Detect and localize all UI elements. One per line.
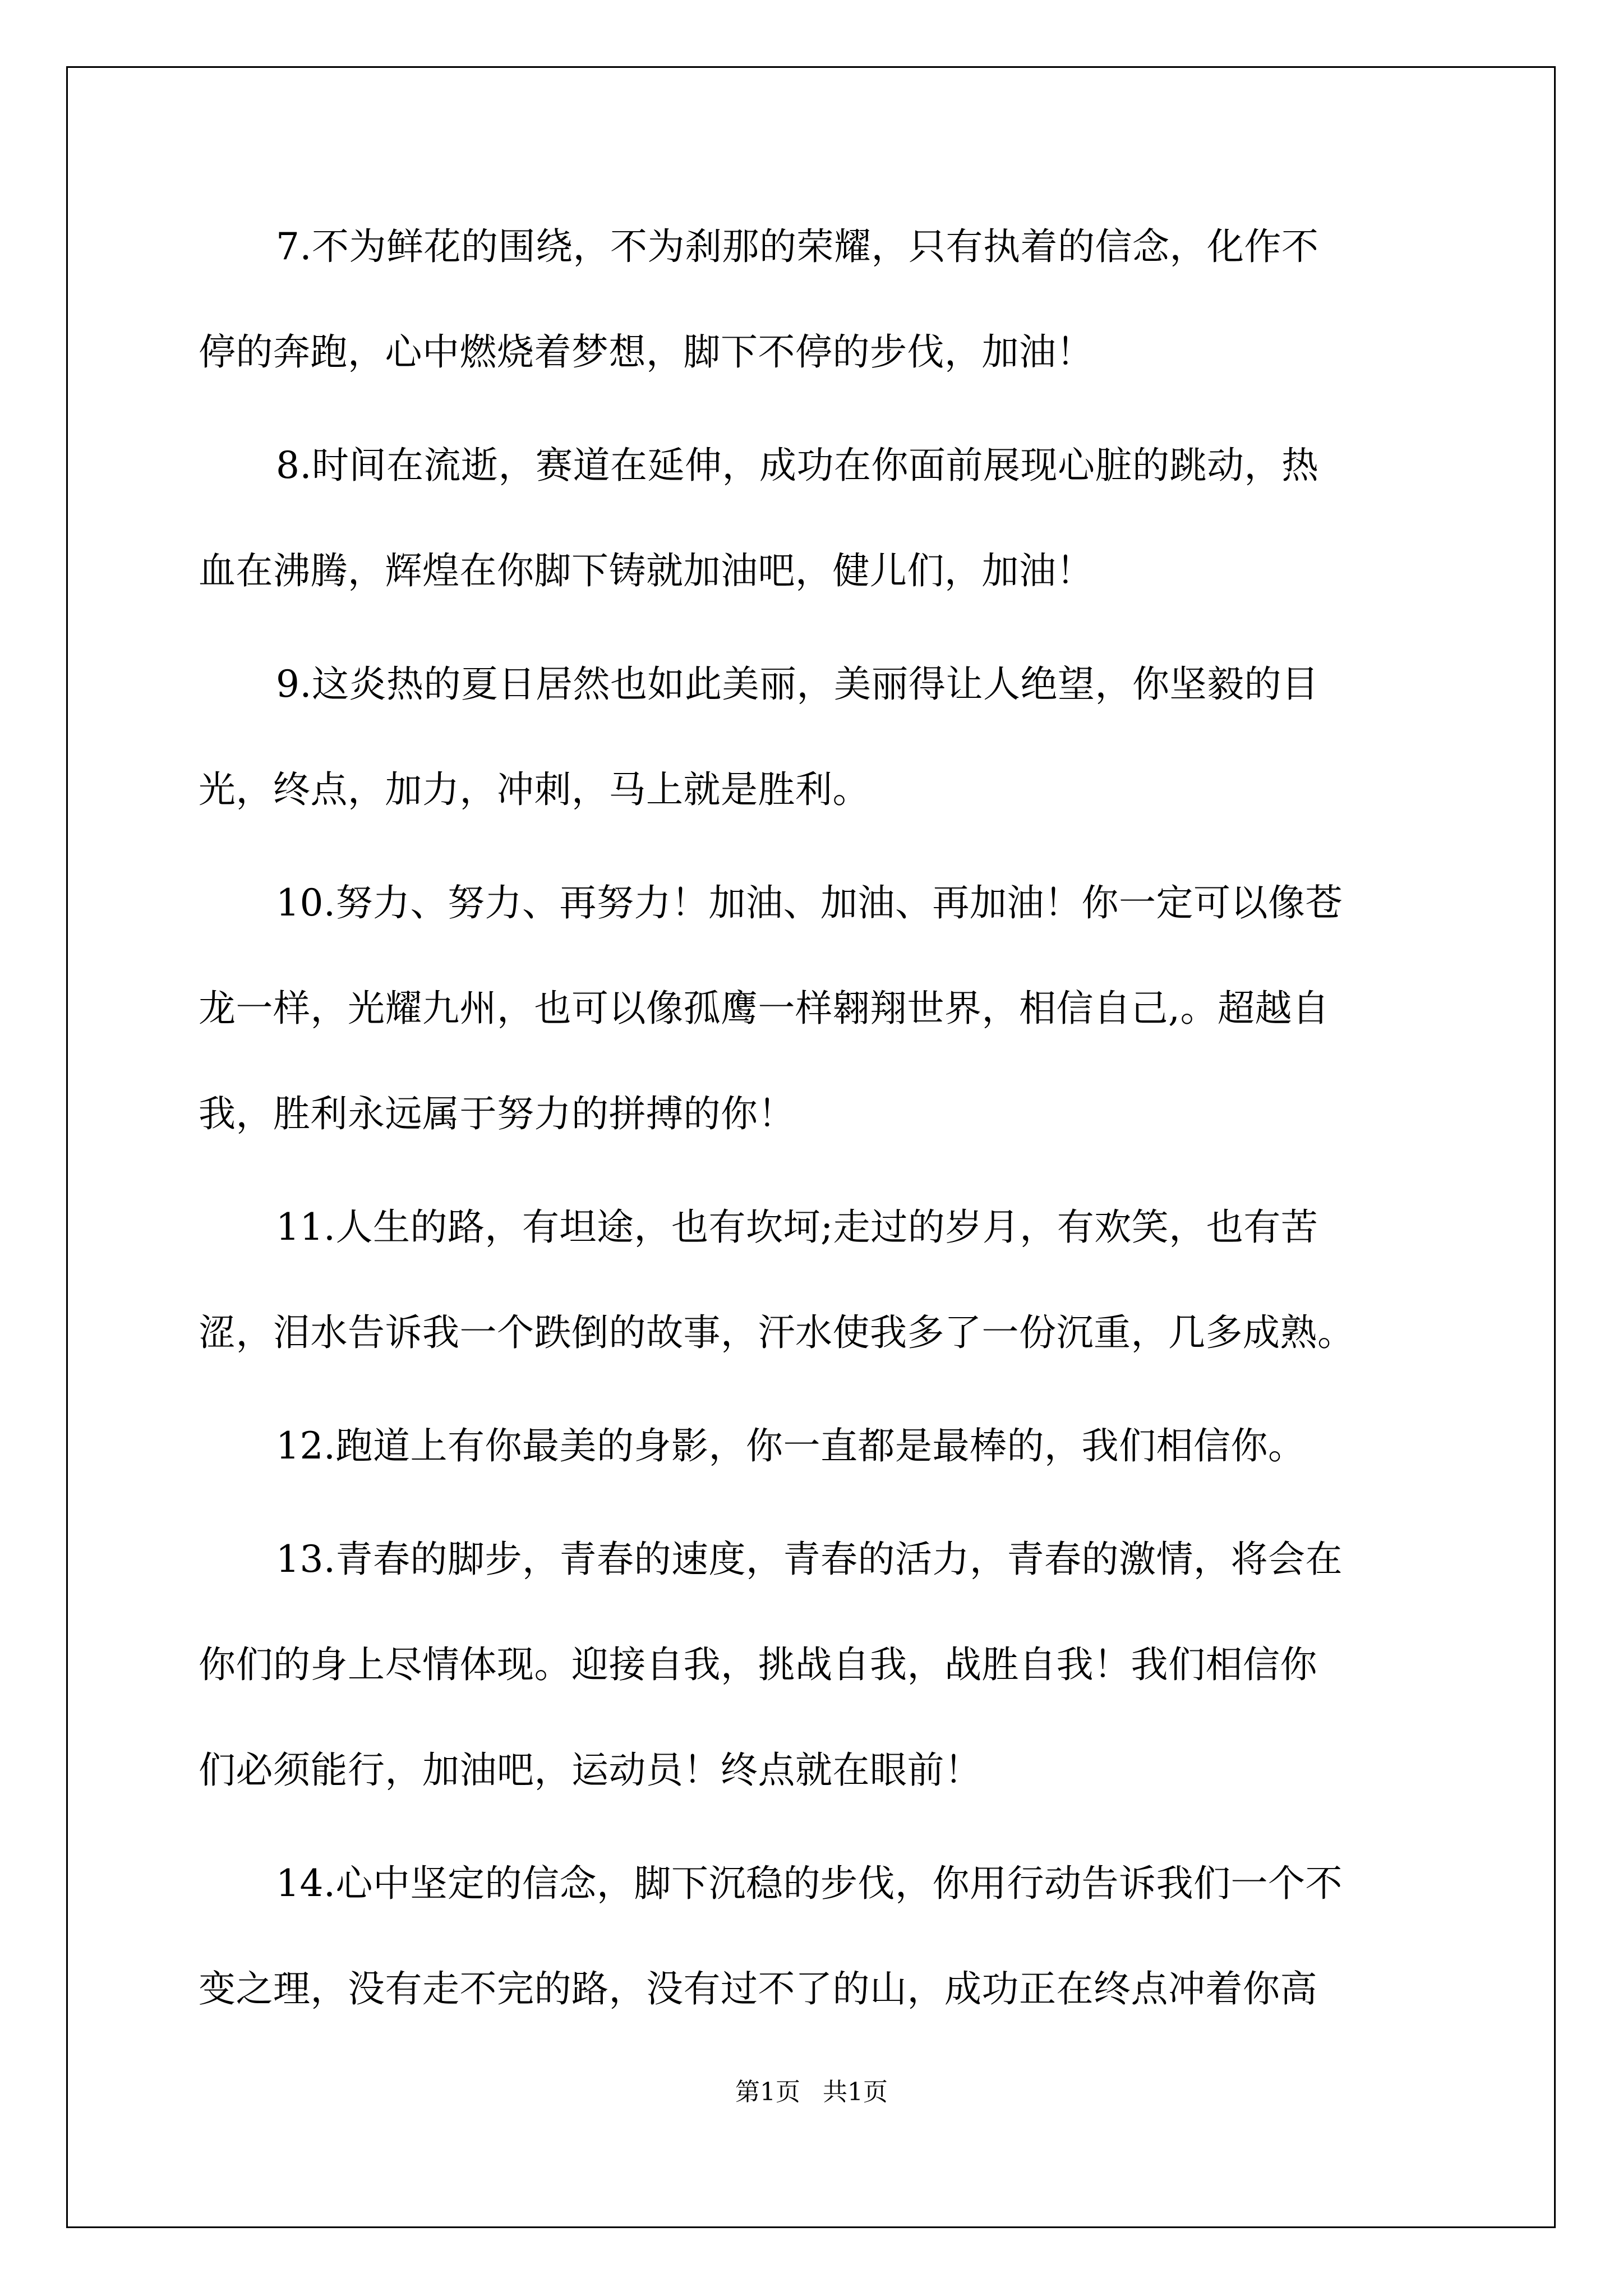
paragraph-13-line-1: 13.青春的脚步，青春的速度，青春的活力，青春的激情，将会在 [276, 1538, 1343, 1581]
paragraph-10-line-1: 10.努力、努力、再努力！加油、加油、再加油！你一定可以像苍 [276, 881, 1343, 924]
paragraph-7-line-2: 停的奔跑，心中燃烧着梦想，脚下不停的步伐，加油！ [199, 330, 1094, 374]
page-footer [0, 2076, 1623, 2109]
paragraph-9-line-2: 光，终点，加力，冲刺，马上就是胜利。 [199, 768, 870, 811]
page-number: 第1页 [735, 2078, 800, 2106]
paragraph-10-line-2: 龙一样，光耀九州，也可以像孤鹰一样翱翔世界，相信自己,。超越自 [199, 987, 1330, 1030]
paragraph-8-line-1: 8.时间在流逝，赛道在延伸，成功在你面前展现心脏的跳动，热 [276, 444, 1319, 487]
paragraph-8-line-2: 血在沸腾，辉煌在你脚下铸就加油吧，健儿们，加油！ [199, 549, 1094, 592]
page-total: 共1页 [823, 2078, 888, 2106]
paragraph-11-line-1: 11.人生的路，有坦途，也有坎坷;走过的岁月，有欢笑，也有苦 [276, 1205, 1318, 1249]
paragraph-14-line-2: 变之理，没有走不完的路，没有过不了的山，成功正在终点冲着你高 [199, 1967, 1317, 2010]
paragraph-10-line-3: 我，胜利永远属于努力的拼搏的你！ [199, 1092, 795, 1135]
paragraph-11-line-2: 涩，泪水告诉我一个跌倒的故事，汗水使我多了一份沉重，几多成熟。 [199, 1311, 1355, 1354]
paragraph-7-line-1: 7.不为鲜花的围绕，不为刹那的荣耀，只有执着的信念，化作不 [276, 225, 1319, 268]
paragraph-13-line-2: 你们的身上尽情体现。迎接自我，挑战自我，战胜自我！我们相信你 [199, 1643, 1317, 1686]
paragraph-14-line-1: 14.心中坚定的信念，脚下沉稳的步伐，你用行动告诉我们一个不 [276, 1862, 1343, 1905]
paragraph-13-line-3: 们必须能行，加油吧，运动员！终点就在眼前！ [199, 1749, 982, 1792]
paragraph-9-line-1: 9.这炎热的夏日居然也如此美丽，美丽得让人绝望，你坚毅的目 [276, 662, 1319, 706]
paragraph-12-line-1: 12.跑道上有你最美的身影，你一直都是最棒的，我们相信你。 [276, 1424, 1306, 1467]
